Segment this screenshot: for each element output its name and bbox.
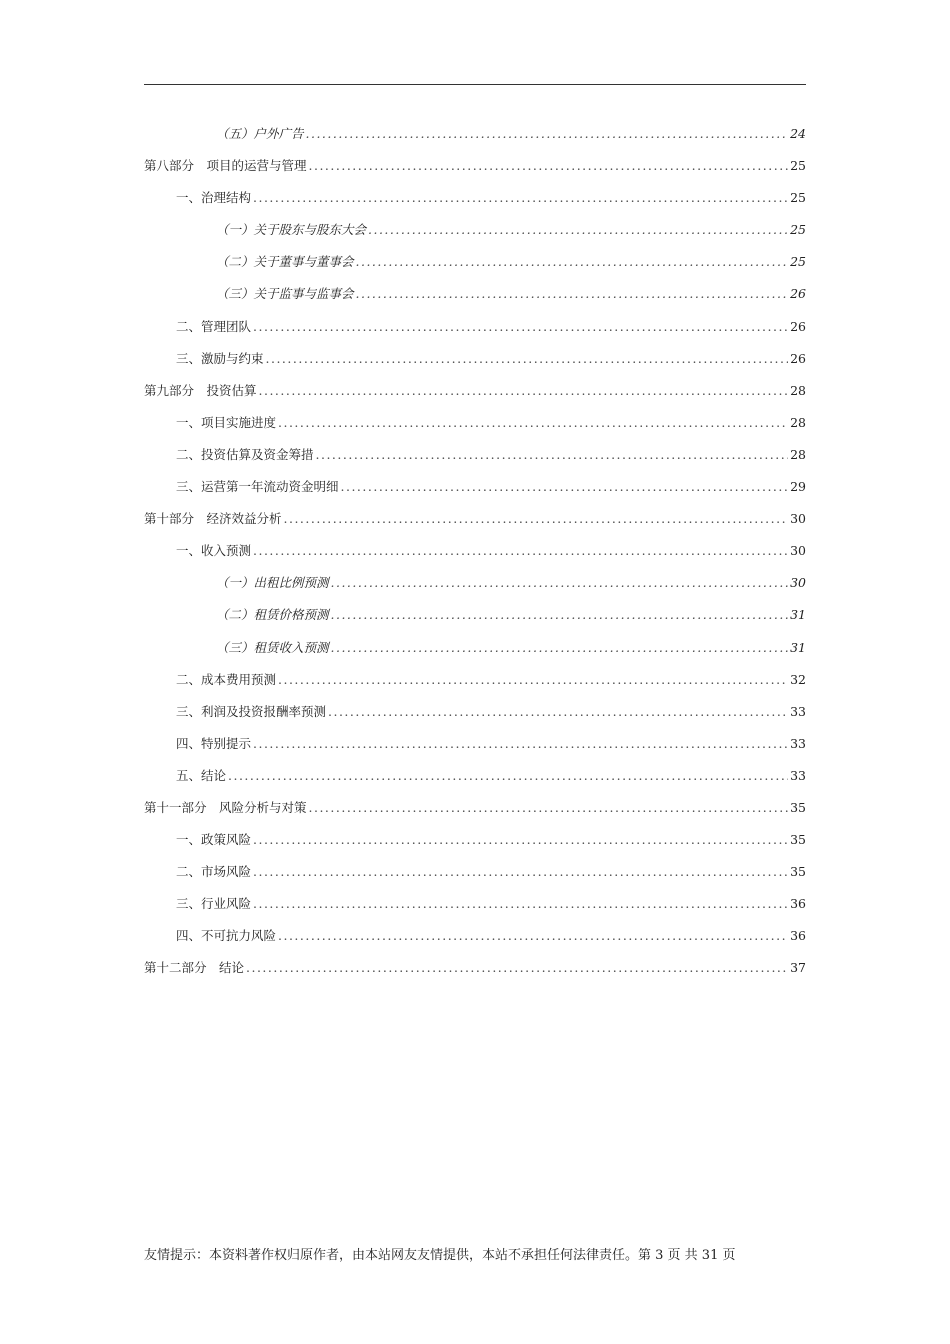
toc-dot-leader [306, 124, 789, 144]
toc-dot-leader [356, 252, 789, 272]
toc-entry[interactable] [144, 830, 806, 862]
toc-entry-page-number: 35 [790, 864, 806, 880]
toc-dot-leader [266, 349, 789, 369]
toc-dot-leader [278, 670, 788, 690]
toc-entry-page-number: 32 [790, 671, 806, 687]
toc-entry-title: 二、投资估算及资金筹措 [176, 446, 314, 462]
toc-entry-page-number: 25 [790, 254, 806, 270]
toc-dot-leader [253, 188, 788, 208]
toc-entry-page-number: 35 [790, 832, 806, 848]
toc-entry-page-number: 28 [790, 382, 806, 398]
toc-entry-title: 二、管理团队 [176, 318, 252, 334]
toc-entry[interactable] [144, 317, 806, 349]
toc-entry[interactable] [144, 381, 806, 413]
toc-entry[interactable] [144, 894, 806, 926]
toc-entry[interactable] [144, 445, 806, 477]
toc-dot-leader [284, 509, 789, 529]
toc-entry-page-number: 33 [790, 735, 806, 751]
toc-dot-leader [341, 477, 789, 497]
toc-entry-title: 一、治理结构 [176, 190, 252, 206]
toc-entry[interactable] [144, 509, 806, 541]
toc-entry-page-number: 30 [790, 543, 806, 559]
toc-dot-leader [331, 605, 789, 625]
toc-entry[interactable] [144, 220, 806, 252]
toc-dot-leader [253, 894, 788, 914]
toc-dot-leader [331, 573, 789, 593]
toc-entry-title: 二、市场风险 [176, 864, 252, 880]
toc-entry[interactable] [144, 638, 806, 670]
toc-dot-leader [228, 766, 788, 786]
toc-entry-title: 第十一部分 风险分析与对策 [144, 799, 307, 815]
toc-entry[interactable] [144, 349, 806, 381]
toc-entry[interactable] [144, 766, 806, 798]
toc-entry-title: 四、特别提示 [176, 735, 252, 751]
toc-entry-page-number: 25 [790, 222, 806, 238]
toc-entry-page-number: 35 [790, 799, 806, 815]
toc-entry-page-number: 25 [790, 158, 806, 174]
toc-dot-leader [278, 926, 788, 946]
toc-entry-title: （一）出租比例预测 [216, 575, 329, 591]
toc-entry-title: （二）关于董事与董事会 [216, 254, 354, 270]
toc-entry-page-number: 28 [790, 446, 806, 462]
toc-entry-page-number: 28 [790, 414, 806, 430]
toc-entry-page-number: 24 [790, 126, 806, 141]
table-of-contents [144, 124, 806, 991]
toc-entry[interactable] [144, 477, 806, 509]
toc-entry-title: 二、成本费用预测 [176, 671, 277, 687]
toc-entry-title: （一）关于股东与股东大会 [216, 222, 367, 238]
toc-entry[interactable] [144, 958, 806, 990]
toc-dot-leader [253, 541, 788, 561]
toc-entry[interactable] [144, 573, 806, 605]
toc-dot-leader [309, 798, 789, 818]
toc-entry[interactable] [144, 702, 806, 734]
toc-entry-page-number: 31 [790, 607, 806, 623]
toc-entry-page-number: 33 [790, 767, 806, 783]
toc-entry[interactable] [144, 252, 806, 284]
toc-entry-page-number: 37 [790, 960, 806, 976]
toc-entry-page-number: 31 [790, 639, 806, 655]
toc-entry-title: 四、不可抗力风险 [176, 928, 277, 944]
toc-entry[interactable] [144, 156, 806, 188]
toc-entry-title: 第八部分 项目的运营与管理 [144, 158, 307, 174]
toc-entry-page-number: 25 [790, 190, 806, 206]
toc-entry-title: （二）租赁价格预测 [216, 607, 329, 623]
toc-entry-page-number: 36 [790, 928, 806, 944]
toc-dot-leader [331, 638, 789, 658]
toc-dot-leader [253, 734, 788, 754]
toc-dot-leader [253, 830, 788, 850]
toc-entry-page-number: 33 [790, 703, 806, 719]
toc-dot-leader [328, 702, 788, 722]
toc-entry[interactable] [144, 605, 806, 637]
toc-entry[interactable] [144, 284, 806, 316]
toc-entry-page-number: 36 [790, 896, 806, 912]
toc-entry-title: 第九部分 投资估算 [144, 382, 257, 398]
toc-entry-page-number: 30 [790, 575, 806, 591]
toc-dot-leader [253, 862, 788, 882]
toc-entry-title: 三、运营第一年流动资金明细 [176, 479, 339, 495]
toc-entry-page-number: 26 [790, 286, 806, 302]
toc-entry-title: 三、行业风险 [176, 896, 252, 912]
toc-entry[interactable] [144, 798, 806, 830]
toc-entry-page-number: 29 [790, 479, 806, 495]
toc-entry[interactable] [144, 124, 806, 156]
toc-entry-title: （五）户外广告 [216, 126, 304, 141]
toc-entry-page-number: 26 [790, 350, 806, 366]
toc-entry-title: 第十二部分 结论 [144, 960, 245, 976]
header-rule [144, 84, 806, 85]
toc-entry[interactable] [144, 670, 806, 702]
toc-entry-title: 一、政策风险 [176, 832, 252, 848]
toc-entry-title: 第十部分 经济效益分析 [144, 511, 282, 527]
toc-entry-title: （三）关于监事与监事会 [216, 286, 354, 302]
toc-entry[interactable] [144, 188, 806, 220]
toc-entry[interactable] [144, 926, 806, 958]
toc-dot-leader [316, 445, 789, 465]
toc-entry-title: 一、项目实施进度 [176, 414, 277, 430]
toc-dot-leader [368, 220, 788, 240]
page-footer: 友情提示：本资料著作权归原作者，由本站网友友情提供，本站不承担任何法律责任。第 3 页 共 31 页 [144, 1248, 736, 1263]
toc-entry[interactable] [144, 541, 806, 573]
toc-dot-leader [309, 156, 789, 176]
toc-dot-leader [246, 958, 788, 978]
toc-dot-leader [253, 317, 788, 337]
toc-entry[interactable] [144, 862, 806, 894]
toc-entry-page-number: 26 [790, 318, 806, 334]
toc-dot-leader [278, 413, 788, 433]
toc-entry-title: （三）租赁收入预测 [216, 639, 329, 655]
toc-entry-title: 三、利润及投资报酬率预测 [176, 703, 327, 719]
toc-entry-title: 三、激励与约束 [176, 350, 264, 366]
toc-entry-title: 一、收入预测 [176, 543, 252, 559]
toc-entry[interactable] [144, 413, 806, 445]
toc-entry[interactable] [144, 734, 806, 766]
toc-dot-leader [259, 381, 789, 401]
toc-dot-leader [356, 284, 789, 304]
toc-entry-title: 五、结论 [176, 767, 227, 783]
toc-entry-page-number: 30 [790, 511, 806, 527]
